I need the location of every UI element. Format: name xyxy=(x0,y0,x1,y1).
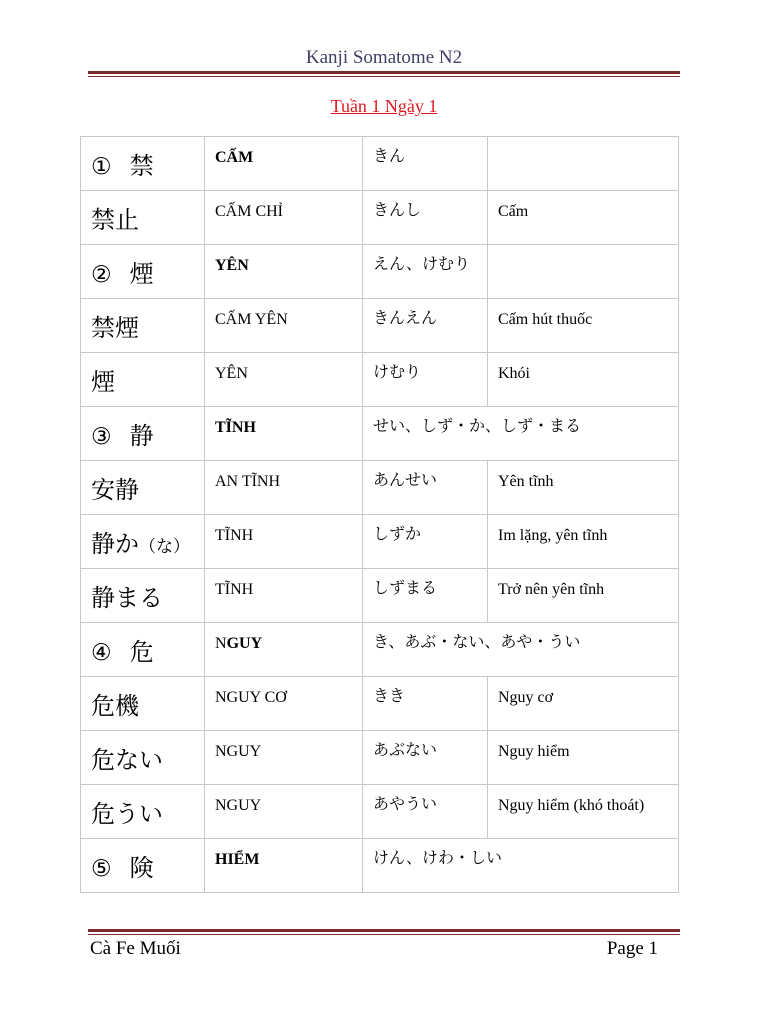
hanviet-reading: NGUY xyxy=(205,731,363,785)
kana-reading: あんせい xyxy=(363,461,488,515)
kanji-text: 険 xyxy=(129,854,154,882)
kanji-cell xyxy=(81,839,205,893)
meaning xyxy=(488,245,679,299)
footer-author: Cà Fe Muối xyxy=(90,938,181,959)
kanji-cell xyxy=(81,623,205,677)
hanviet-reading: NGUY xyxy=(205,785,363,839)
lesson-title: Tuần 1 Ngày 1 xyxy=(330,96,438,116)
kanji-cell xyxy=(81,299,205,353)
kanji-text: 安静 xyxy=(91,476,139,504)
kana-reading: きんし xyxy=(363,191,488,245)
kana-reading: えん、けむり xyxy=(363,245,488,299)
kanji-cell xyxy=(81,569,205,623)
vocab-row xyxy=(81,299,679,353)
kana-reading: あやうい xyxy=(363,785,488,839)
vocab-row xyxy=(81,191,679,245)
kanji-cell xyxy=(81,677,205,731)
kana-reading: けん、けわ・しい xyxy=(363,839,679,893)
kana-reading: せい、しず・か、しず・まる xyxy=(363,407,679,461)
kanji-heading-row xyxy=(81,137,679,191)
hanviet-rest: GUY xyxy=(226,635,263,652)
meaning: Trở nên yên tĩnh xyxy=(488,569,679,623)
kana-reading: き、あぶ・ない、あや・うい xyxy=(363,623,679,677)
vocab-row xyxy=(81,461,679,515)
kanji-text: 危うい xyxy=(91,800,163,828)
kanji-cell xyxy=(81,461,205,515)
hanviet-reading: YÊN xyxy=(205,245,363,299)
kanji-cell xyxy=(81,785,205,839)
meaning: Nguy hiểm xyxy=(488,731,679,785)
kanji-cell xyxy=(81,137,205,191)
meaning: Cấm xyxy=(488,191,679,245)
kanji-text: 禁煙 xyxy=(91,314,139,342)
kanji-text: 煙 xyxy=(91,368,115,396)
kanji-heading-row xyxy=(81,623,679,677)
hanviet-reading: TĨNH xyxy=(205,515,363,569)
kanji-index-number: ④ xyxy=(91,640,112,666)
hanviet-reading: NGUY CƠ xyxy=(205,677,363,731)
document-header-title: Kanji Somatome N2 xyxy=(305,47,463,68)
footer-divider xyxy=(88,929,680,935)
vocabulary-table xyxy=(80,136,679,893)
hanviet-reading: TĨNH xyxy=(205,569,363,623)
vocab-row xyxy=(81,677,679,731)
kanji-index-number: ② xyxy=(91,262,112,288)
kanji-text: 禁 xyxy=(129,152,154,180)
kanji-index-number: ③ xyxy=(91,424,112,450)
vocab-row xyxy=(81,731,679,785)
meaning: Nguy hiểm (khó thoát) xyxy=(488,785,679,839)
meaning: Nguy cơ xyxy=(488,677,679,731)
kana-reading: けむり xyxy=(363,353,488,407)
kanji-text: 静 xyxy=(129,422,154,450)
hanviet-reading: CẤM xyxy=(205,137,363,191)
header-divider xyxy=(88,71,680,77)
page-number: Page 1 xyxy=(606,938,658,959)
kana-reading: しずまる xyxy=(363,569,488,623)
vocab-row xyxy=(81,353,679,407)
meaning: Im lặng, yên tĩnh xyxy=(488,515,679,569)
kana-reading: きき xyxy=(363,677,488,731)
meaning: Khói xyxy=(488,353,679,407)
kanji-heading-row xyxy=(81,407,679,461)
kanji-heading-row xyxy=(81,839,679,893)
kanji-index-number: ① xyxy=(91,154,112,180)
kana-reading: しずか xyxy=(363,515,488,569)
kanji-heading-row xyxy=(81,245,679,299)
hanviet-reading xyxy=(205,623,363,677)
kanji-cell xyxy=(81,191,205,245)
kanji-cell xyxy=(81,407,205,461)
kanji-text: 危 xyxy=(129,638,154,666)
kanji-text: 禁止 xyxy=(91,206,139,234)
meaning: Cấm hút thuốc xyxy=(488,299,679,353)
hanviet-reading: CẤM YÊN xyxy=(205,299,363,353)
hanviet-reading: CẤM CHỈ xyxy=(205,191,363,245)
hanviet-reading: YÊN xyxy=(205,353,363,407)
hanviet-reading: TĨNH xyxy=(205,407,363,461)
kanji-cell xyxy=(81,245,205,299)
kanji-suffix: （な） xyxy=(139,537,190,557)
kanji-index-number: ⑤ xyxy=(91,856,112,882)
kana-reading: きんえん xyxy=(363,299,488,353)
kanji-text: 危ない xyxy=(91,746,163,774)
kana-reading: あぶない xyxy=(363,731,488,785)
vocab-row xyxy=(81,785,679,839)
kana-reading: きん xyxy=(363,137,488,191)
vocab-row xyxy=(81,569,679,623)
kanji-text: 危機 xyxy=(91,692,139,720)
hanviet-reading: AN TĨNH xyxy=(205,461,363,515)
meaning xyxy=(488,137,679,191)
kanji-text: 静か xyxy=(91,530,139,558)
meaning: Yên tĩnh xyxy=(488,461,679,515)
kanji-text: 煙 xyxy=(129,260,154,288)
hanviet-first-letter: N xyxy=(215,635,227,652)
kanji-cell xyxy=(81,515,205,569)
kanji-cell xyxy=(81,353,205,407)
kanji-cell xyxy=(81,731,205,785)
kanji-text: 静まる xyxy=(91,584,163,612)
vocab-row xyxy=(81,515,679,569)
hanviet-reading: HIỂM xyxy=(205,839,363,893)
